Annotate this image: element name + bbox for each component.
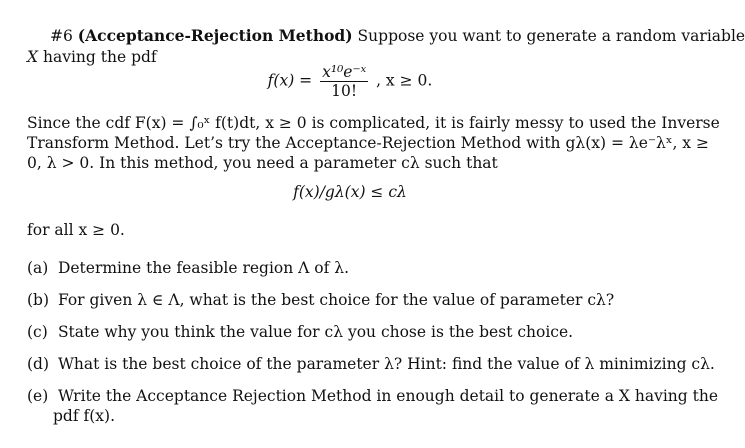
part-e-text: Write the Acceptance Rejection Method in enough detail to generate a X having the: [57, 387, 719, 405]
part-d-label: (d): [27, 355, 50, 373]
paragraph-line-1: Since the cdf F(x) = ∫₀ˣ f(t)dt, x ≥ 0 is complicated, it is fairly messy to used the Inverse: [27, 114, 720, 132]
pdf-lhs: f(x) =: [267, 71, 313, 90]
problem-header-line: [27, 26, 745, 46]
part-a-text: Determine the feasible region Λ of λ.: [57, 259, 350, 277]
paragraph-line-2: Transform Method. Let’s try the Acceptance-Rejection Method with gλ(x) = λe⁻λˣ, x ≥: [27, 134, 709, 152]
intro-line2-text: having the pdf: [42, 48, 157, 66]
problem-heading: (Acceptance-Rejection Method): [77, 26, 353, 45]
constraint-inequality: f(x)/gλ(x) ≤ cλ: [293, 183, 407, 201]
pdf-condition: , x ≥ 0.: [376, 71, 433, 90]
part-a: [27, 258, 349, 278]
part-e-text-line2: pdf f(x).: [53, 407, 116, 425]
problem-intro: Suppose you want to generate a random variable: [357, 27, 745, 45]
part-b-text: For given λ ∈ Λ, what is the best choice for the value of parameter cλ?: [57, 291, 615, 309]
pdf-numerator: x¹⁰e⁻ˣ: [322, 63, 367, 81]
random-variable-x: X: [27, 48, 39, 66]
pdf-equation: [0, 63, 700, 100]
for-all-line: for all x ≥ 0.: [27, 221, 125, 239]
part-c-label: (c): [27, 323, 48, 341]
part-e: [27, 386, 718, 406]
part-a-label: (a): [27, 259, 49, 277]
part-c: [27, 322, 573, 342]
part-d-text: What is the best choice of the parameter λ? Hint: find the value of λ minimizing cλ.: [57, 355, 715, 373]
part-e-label: (e): [27, 387, 49, 405]
part-d: [27, 354, 715, 374]
part-b-label: (b): [27, 291, 50, 309]
paragraph-line-3: 0, λ > 0. In this method, you need a parameter cλ such that: [27, 154, 498, 172]
part-c-text: State why you think the value for cλ you chose is the best choice.: [57, 323, 574, 341]
pdf-fraction: [320, 63, 368, 100]
part-b: [27, 290, 614, 310]
pdf-denominator: 10!: [331, 82, 358, 100]
problem-number: #6: [50, 27, 73, 45]
